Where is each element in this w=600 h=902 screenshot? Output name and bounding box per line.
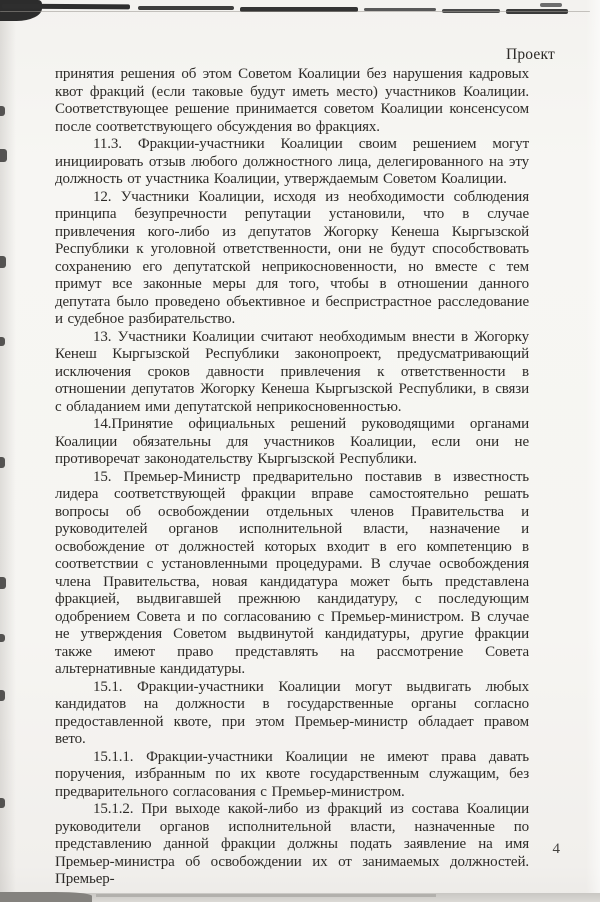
doc-paragraph-11-3: 11.3. Фракции-участники Коалиции своим решением могут инициировать отзыв любого должностного лица, делегированного на эту должность от участника Коалиции, утверждаемым Советом Коалиции. xyxy=(55,136,529,187)
scan-edge-mark xyxy=(0,256,6,268)
scan-bottom-smudge xyxy=(0,892,92,902)
scan-top-streak xyxy=(138,6,234,10)
doc-paragraph-15-1-2: 15.1.2. При выходе какой-либо из фракций из состава Коалиции руководители органов исполнительной власти, назначенные по представлению данной фракции должны подать заявление на имя Премьер-министра об освобождении их от занимаемых должностей. Премьер- xyxy=(55,801,529,887)
scan-edge-mark xyxy=(0,798,5,808)
scan-top-streak xyxy=(540,3,562,7)
doc-paragraph-15: 15. Премьер-Министр предварительно поставив в известность лидера соответствующей фракции вправе самостоятельно решать вопросы об освобождении отдельных членов Правительства и руководителей органов исполнительной власти, назначение и освобождение от должностей которых входит в его компетенцию в соответствии с установленными процедурами. В случае освобождения члена Правительства, новая кандидатура может быть представлена фракцией, выдвигавшей прежнюю кандидатуру, с последующим одобрением Совета и по согласованию с Премьер-министром. В случае не утверждения Советом выдвинутой кандидатуры, другие фракции также имеют право представлять на рассмотрение Совета альтернативные кандидатуры. xyxy=(55,468,529,677)
doc-paragraph-14: 14.Принятие официальных решений руководящими органами Коалиции обязательны для участников Коалиции, если они не противоречат законодательству Кыргызской Республики. xyxy=(55,416,529,467)
doc-paragraph-13: 13. Участники Коалиции считают необходимым внести в Жогорку Кенеш Кыргызской Республики законопроект, предусматривающий исключения сроков давности привлечения к ответственности в отношении депутатов Жогорку Кенеша Кыргызской Республики, в связи с обладанием ими депутатской неприкосновенностью. xyxy=(55,328,529,415)
scan-right-shading xyxy=(586,0,600,902)
scan-top-streak xyxy=(2,4,130,10)
scan-top-streak xyxy=(0,11,590,12)
scan-left-shading xyxy=(0,0,16,902)
doc-paragraph-15-1: 15.1. Фракции-участники Коалиции могут выдвигать любых кандидатов на должности в государственные органы согласно предоставленной квоте, при этом Премьер-министр обладает правом вето. xyxy=(55,678,529,747)
scan-edge-mark xyxy=(0,634,5,642)
doc-paragraph-continuation: принятия решения об этом Советом Коалиции без нарушения кадровых квот фракций (если таковые будут иметь место) участников Коалиции. Соответствующее решение принимается советом Коалиции консенсусом после соответствующего обсуждения во фракциях. xyxy=(55,66,529,135)
scan-edge-mark xyxy=(0,106,5,116)
doc-paragraph-15-1-1: 15.1.1. Фракции-участники Коалиции не имеют права давать поручения, избранным по их квоте государственным служащим, без предварительного согласования с Премьер-министром. xyxy=(55,748,529,800)
document-body xyxy=(55,66,529,889)
scan-edge-mark xyxy=(0,337,5,346)
scan-edge-mark xyxy=(0,457,5,468)
page-number: 4 xyxy=(552,841,560,857)
doc-paragraph-12: 12. Участники Коалиции, исходя из необходимости соблюдения принципа безупречности репутации установили, что в случае привлечения кого-либо из депутатов Жогорку Кенеша Кыргызской Республики к уголовной ответственности, они не будут способствовать сохранению его депутатской неприкосновенности, но вместе с тем примут все законные меры для того, чтобы в отношении данного депутата было проведено объективное и беспристрастное расследование и судебное разбирательство. xyxy=(55,188,529,327)
scan-edge-mark xyxy=(0,690,5,701)
scan-edge-mark xyxy=(0,149,7,162)
scan-bottom-line xyxy=(96,894,436,897)
document-draft-label: Проект xyxy=(505,46,555,63)
scan-edge-mark xyxy=(0,577,6,589)
